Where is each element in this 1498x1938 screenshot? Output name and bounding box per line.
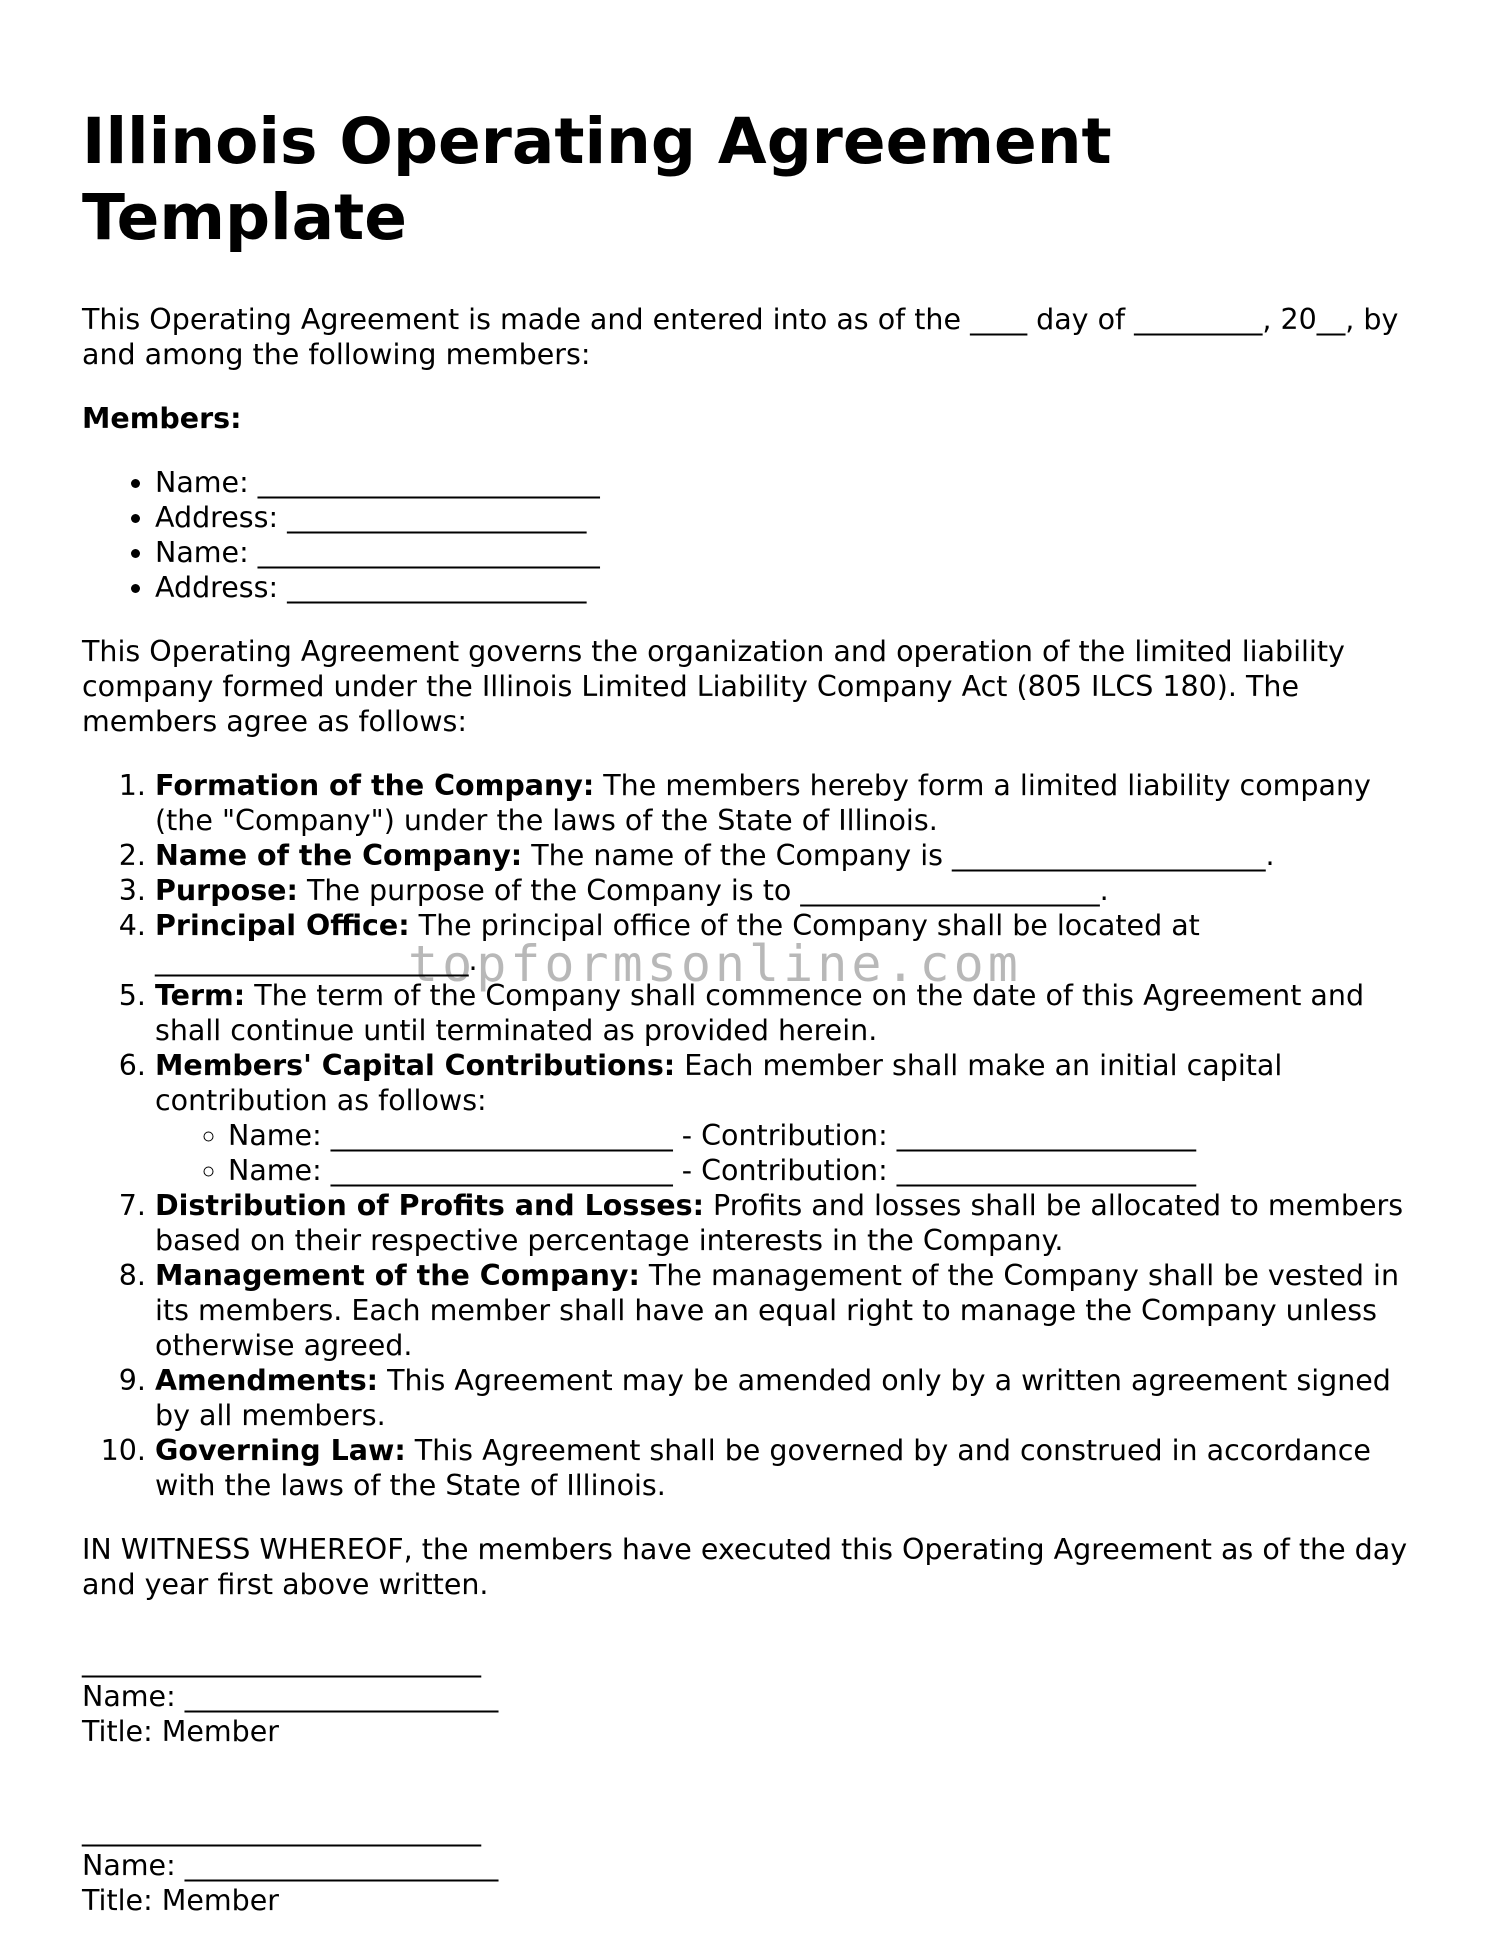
clause-term: Management of the Company:: [155, 1259, 640, 1292]
clause-term: Purpose:: [155, 874, 298, 907]
clause-governing-law: [155, 1433, 1422, 1503]
member-address-field: • Address: _____________________: [155, 570, 1422, 605]
clause-text: This Agreement may be amended only by a written agreement signed by all members.: [155, 1364, 1391, 1432]
signature-line: ____________________________: [82, 1645, 481, 1678]
witness-paragraph: IN WITNESS WHEREOF, the members have executed this Operating Agreement as of the day and year first above written.: [82, 1533, 1408, 1601]
intro-paragraph: This Operating Agreement is made and entered into as of the ____ day of _________, 20__, by and among the following members:: [82, 303, 1399, 371]
clause-term: Formation of the Company:: [155, 769, 595, 802]
signature-block: [82, 1644, 1422, 1749]
clause-company-name: [155, 838, 1422, 873]
clause-term: Principal Office:: [155, 909, 410, 942]
clause-term: Amendments:: [155, 1364, 379, 1397]
clause-management: [155, 1258, 1422, 1363]
clause-term-duration: [155, 978, 1422, 1048]
clause-text: The purpose of the Company is to _____________________.: [297, 874, 1109, 907]
clause-capital-contributions: [155, 1048, 1422, 1188]
signature-name-field: Name: ______________________: [82, 1680, 499, 1713]
clause-text: This Agreement shall be governed by and construed in accordance with the laws of the State of Illinois.: [155, 1434, 1371, 1502]
signature-title: Title: Member: [82, 1715, 279, 1748]
clause-term: Name of the Company:: [155, 839, 523, 872]
clause-text: The management of the Company shall be vested in its members. Each member shall have an equal right to manage the Company unless otherwise agreed.: [155, 1259, 1400, 1362]
clause-text: The principal office of the Company shall be located at ______________________.: [155, 909, 1200, 977]
contribution-field: ◦ Name: ________________________ - Contribution: _____________________: [228, 1153, 1422, 1188]
clauses-list: [82, 768, 1422, 1503]
clause-term: Governing Law:: [155, 1434, 406, 1467]
clause-purpose: [155, 873, 1422, 908]
watermark-text: topformsonline.com: [408, 935, 1022, 993]
clause-profits-losses: [155, 1188, 1422, 1258]
clause-term: Term:: [155, 979, 246, 1012]
clause-amendments: [155, 1363, 1422, 1433]
signature-title: Title: Member: [82, 1884, 279, 1917]
clause-text: Each member shall make an initial capital contribution as follows:: [155, 1049, 1283, 1117]
member-address-field: • Address: _____________________: [155, 500, 1422, 535]
member-name-field: • Name: ________________________: [155, 465, 1422, 500]
document-title: Illinois Operating Agreement Template: [82, 105, 1112, 254]
clause-text: The members hereby form a limited liability company (the "Company") under the laws of the State of Illinois.: [155, 769, 1371, 837]
clause-text: Profits and losses shall be allocated to members based on their respective percentage interests in the Company.: [155, 1189, 1404, 1257]
members-list: [82, 465, 1422, 605]
clause-formation: [155, 768, 1422, 838]
members-heading: Members:: [82, 402, 242, 435]
clause-term: Members' Capital Contributions:: [155, 1049, 676, 1082]
member-name-field: • Name: ________________________: [155, 535, 1422, 570]
signature-block: [82, 1813, 1422, 1918]
clause-text: The name of the Company is ______________________.: [522, 839, 1275, 872]
clause-principal-office: [155, 908, 1422, 978]
document-page: [82, 104, 1422, 1918]
signature-name-field: Name: ______________________: [82, 1849, 499, 1882]
clause-text: The term of the Company shall commence on the date of this Agreement and shall continue until terminated as provided herein.: [155, 979, 1365, 1047]
signature-line: ____________________________: [82, 1814, 481, 1847]
governs-paragraph: This Operating Agreement governs the organization and operation of the limited liability company formed under the Illinois Limited Liability Company Act (805 ILCS 180). The members agree as follows:: [82, 635, 1345, 738]
clause-term: Distribution of Profits and Losses:: [155, 1189, 704, 1222]
contributions-list: [155, 1118, 1422, 1188]
contribution-field: ◦ Name: ________________________ - Contribution: _____________________: [228, 1118, 1422, 1153]
